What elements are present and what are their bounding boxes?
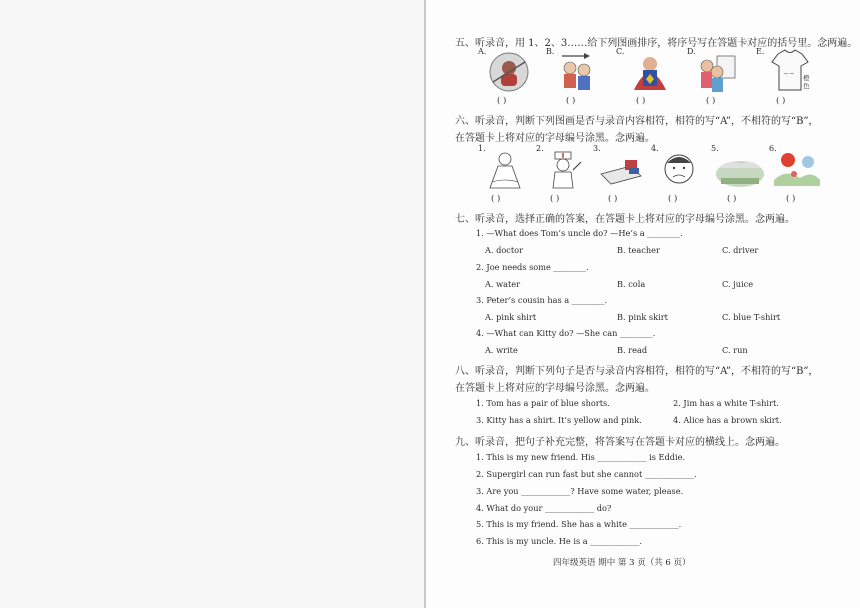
section7-q4-option-b: B. read <box>617 345 648 355</box>
crying-boy-picture <box>662 151 696 187</box>
section7-q3-option-a: A. pink shirt <box>485 312 537 322</box>
section7-q3-option-b: B. pink skirt <box>617 312 668 322</box>
section9-item-1: 1. This is my new friend. His ____________ is Eddie. <box>476 452 686 462</box>
svg-text:~~: ~~ <box>783 70 795 78</box>
section6-label-3: 3. <box>593 144 601 153</box>
section5-paren-a: ( ) <box>497 96 507 106</box>
section5-label-d: D. <box>687 47 696 56</box>
section7-question-2: 2. Joe needs some ________. <box>476 262 589 272</box>
section6-label-6: 6. <box>769 144 777 153</box>
section8-item-1: 1. Tom has a pair of blue shorts. <box>476 398 610 408</box>
section7-q2-option-a: A. water <box>485 279 521 289</box>
section6-paren-6: ( ) <box>786 194 796 204</box>
section7-q1-option-a: A. doctor <box>485 245 524 255</box>
section6-label-5: 5. <box>711 144 719 153</box>
section7-question-4: 4. —What can Kitty do? —She can ________. <box>476 328 656 338</box>
section5-paren-c: ( ) <box>636 96 646 106</box>
section7-q1-option-b: B. teacher <box>617 245 660 255</box>
section7-q2-option-c: C. juice <box>722 279 754 289</box>
section6-paren-3: ( ) <box>608 194 618 204</box>
section9-item-3: 3. Are you ____________? Have some water, please. <box>476 486 684 496</box>
sunny-landscape-picture <box>772 150 822 188</box>
section6-paren-1: ( ) <box>491 194 501 204</box>
left-page-blank <box>0 0 425 608</box>
kids-arrow-picture <box>556 50 598 94</box>
section7-title: 七、听录音，选择正确的答案，在答题卡上将对应的字母编号涂黑。念两遍。 <box>455 214 795 225</box>
section9-item-6: 6. This is my uncle. He is a ____________. <box>476 536 643 546</box>
books-desk-picture <box>597 156 645 188</box>
page-footer: 四年级英语 期中 第 3 页（共 6 页） <box>553 558 691 568</box>
nurse-picture <box>543 150 583 190</box>
section9-item-5: 5. This is my friend. She has a white ____________. <box>476 519 682 529</box>
section8-item-4: 4. Alice has a brown skirt. <box>673 415 782 425</box>
section7-q4-option-c: C. run <box>722 345 748 355</box>
section5-label-b: B. <box>546 47 555 56</box>
tshirt-color-label: 橙色 <box>803 74 810 90</box>
section5-label-e: E. <box>756 47 765 56</box>
section6-paren-4: ( ) <box>668 194 678 204</box>
section8-item-2: 2. Jim has a white T-shirt. <box>673 398 779 408</box>
section5-title: 五、听录音，用 1、2、3……给下列图画排序，将序号写在答题卡对应的括号里。念两遍。 <box>455 38 858 49</box>
section5-paren-e: ( ) <box>776 96 786 106</box>
section7-question-3: 3. Peter’s cousin has a ________. <box>476 295 608 305</box>
section6-paren-2: ( ) <box>550 194 560 204</box>
section6-paren-5: ( ) <box>727 194 737 204</box>
section5-label-a: A. <box>478 47 487 56</box>
section9-item-4: 4. What do your ____________ do? <box>476 503 612 513</box>
girl-dress-picture <box>486 150 524 190</box>
section6-title-line2: 在答题卡上将对应的字母编号涂黑。念两遍。 <box>455 133 655 144</box>
monkey-king-picture <box>487 52 531 92</box>
girls-drawing-picture <box>695 50 739 94</box>
section6-label-2: 2. <box>536 144 544 153</box>
section8-item-3: 3. Kitty has a shirt. It’s yellow and pink. <box>476 415 642 425</box>
section7-q3-option-c: C. blue T-shirt <box>722 312 781 322</box>
section8-title-line2: 在答题卡上将对应的字母编号涂黑。念两遍。 <box>455 383 655 394</box>
section9-item-2: 2. Supergirl can run fast but she cannot ____________. <box>476 469 697 479</box>
section6-label-4: 4. <box>651 144 659 153</box>
section6-label-1: 1. <box>478 144 486 153</box>
section5-label-c: C. <box>616 47 625 56</box>
section7-question-1: 1. —What does Tom’s uncle do? —He’s a ________. <box>476 228 683 238</box>
section9-title: 九、听录音，把句子补充完整，将答案写在答题卡对应的横线上。念两遍。 <box>455 437 785 448</box>
section7-q1-option-c: C. driver <box>722 245 759 255</box>
section6-title: 六、听录音，判断下列图画是否与录音内容相符，相符的写“A”，不相符的写“B”， <box>455 116 819 127</box>
section8-title: 八、听录音，判断下列句子是否与录音内容相符，相符的写“A”，不相符的写“B”， <box>455 366 819 377</box>
superman-picture <box>628 50 672 94</box>
rainy-landscape-picture <box>715 156 765 188</box>
section7-q2-option-b: B. cola <box>617 279 646 289</box>
section7-q4-option-a: A. write <box>485 345 518 355</box>
section5-paren-b: ( ) <box>566 96 576 106</box>
section5-paren-d: ( ) <box>706 96 716 106</box>
